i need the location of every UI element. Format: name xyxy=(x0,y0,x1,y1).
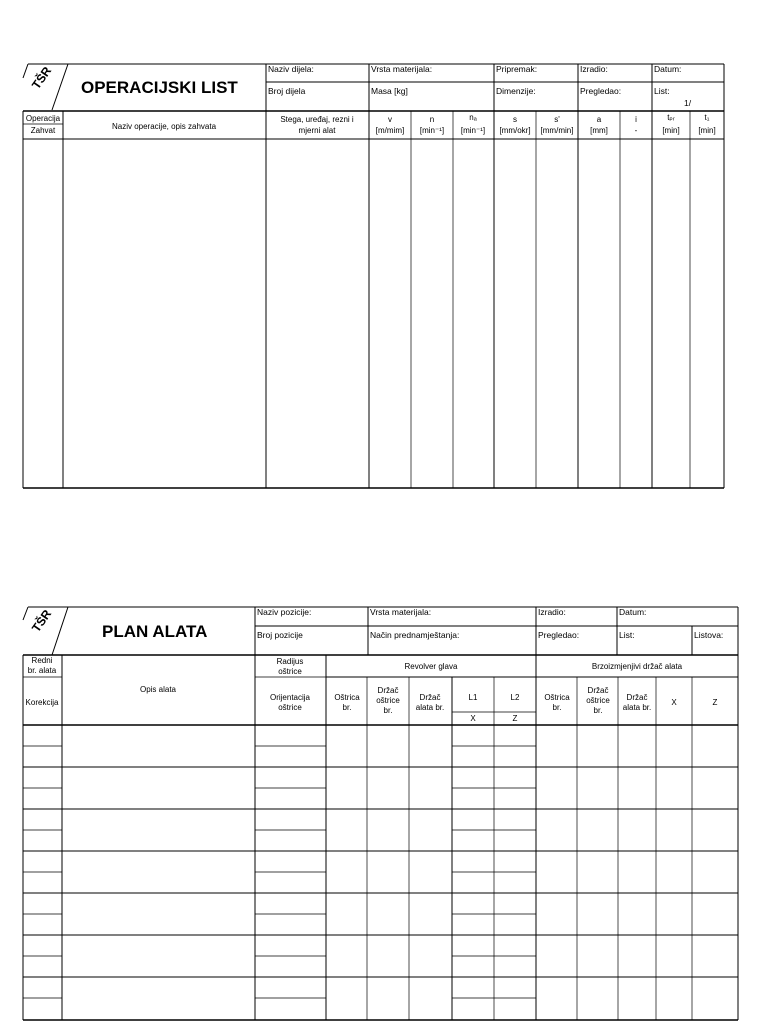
col-korekcija: Korekcija xyxy=(25,698,59,707)
col-b-drzac-ostrice-line1: Držač xyxy=(587,686,609,695)
col-tpz-unit: [min] xyxy=(662,126,680,135)
col-revolver-glava: Revolver glava xyxy=(404,662,458,671)
col-b-drzac-ostrice-line3: br. xyxy=(593,706,603,715)
col-stega-line1: Stega, uređaj, rezni i xyxy=(280,115,354,124)
col-na: nₐ xyxy=(469,113,477,122)
col-t1-unit: [min] xyxy=(698,126,716,135)
col-opis-alata: Opis alata xyxy=(139,685,177,694)
col-stega-line2: mjerni alat xyxy=(298,126,336,135)
col-drzac-ostrice-line2: oštrice xyxy=(376,696,400,705)
dimenzije-label: Dimenzije: xyxy=(496,86,536,96)
operations-table-grid xyxy=(23,111,724,488)
col-t1: t₁ xyxy=(704,113,710,122)
col-redni-line1: Redni xyxy=(31,656,53,665)
plan-alata-form xyxy=(23,606,738,1020)
col-redni-line2: br. alata xyxy=(27,666,57,675)
form-title: OPERACIJSKI LIST xyxy=(81,78,238,97)
broj-dijela-label: Broj dijela xyxy=(268,86,306,96)
col-n: n xyxy=(429,115,435,124)
col-n-unit: [min⁻¹] xyxy=(419,126,445,135)
nacin-prednamjestanja-label: Način prednamještanja: xyxy=(370,630,460,640)
col-b-drzac-ostrice-line2: oštrice xyxy=(586,696,610,705)
col-zahvat: Zahvat xyxy=(30,126,56,135)
list-label: List: xyxy=(654,86,670,96)
col-drzac-alata-line2: alata br. xyxy=(415,703,445,712)
col-tpz: tₚᵣ xyxy=(667,113,675,122)
col-orijentacija-line2: oštrice xyxy=(278,703,302,712)
col-b-ostrica-line2: br. xyxy=(552,703,562,712)
izradio-label: Izradio: xyxy=(580,64,608,74)
broj-pozicije-label: Broj pozicije xyxy=(257,630,303,640)
col-b-drzac-alata-line1: Držač xyxy=(626,693,648,702)
col-b-x: X xyxy=(671,698,677,707)
col-v: v xyxy=(388,115,392,124)
col-l2: L2 xyxy=(510,693,520,702)
col-na-unit: [min⁻¹] xyxy=(460,126,486,135)
col-b-z: Z xyxy=(712,698,718,707)
operacijski-list-form xyxy=(23,63,724,488)
col-b-ostrica-line1: Oštrica xyxy=(544,693,570,702)
logo-text: TŠR xyxy=(28,64,55,92)
col-v-unit: [m/mim] xyxy=(375,126,405,135)
col-naziv-operacije: Naziv operacije, opis zahvata xyxy=(111,122,217,131)
col-ostrica-line2: br. xyxy=(342,703,352,712)
col-s-prime-unit: [mm/min] xyxy=(540,126,574,135)
col-z: Z xyxy=(512,714,518,723)
logo-text: TŠR xyxy=(28,607,55,635)
col-operacija: Operacija xyxy=(25,114,61,123)
col-l1: L1 xyxy=(468,693,478,702)
col-radijus-line2: oštrice xyxy=(278,667,302,676)
col-brzoizmjenjivi: Brzoizmjenjivi držač alata xyxy=(591,662,683,671)
col-s: s xyxy=(513,115,517,124)
col-a-unit: [mm] xyxy=(590,126,608,135)
col-s-unit: [mm/okr] xyxy=(499,126,531,135)
masa-label: Masa [kg] xyxy=(371,86,408,96)
col-i-unit: - xyxy=(634,126,638,135)
list-label: List: xyxy=(619,630,635,640)
datum-label: Datum: xyxy=(619,607,647,617)
col-drzac-ostrice-line1: Držač xyxy=(377,686,399,695)
tools-table-rows xyxy=(23,746,738,998)
izradio-label: Izradio: xyxy=(538,607,566,617)
vrsta-materijala-label: Vrsta materijala: xyxy=(371,64,433,74)
naziv-pozicije-label: Naziv pozicije: xyxy=(257,607,312,617)
vrsta-materijala-label: Vrsta materijala: xyxy=(370,607,432,617)
pripremak-label: Pripremak: xyxy=(496,64,538,74)
col-i: i xyxy=(635,115,637,124)
col-a: a xyxy=(596,115,602,124)
listova-label: Listova: xyxy=(694,630,724,640)
col-s-prime: s' xyxy=(554,115,560,124)
datum-label: Datum: xyxy=(654,64,682,74)
col-drzac-ostrice-line3: br. xyxy=(383,706,393,715)
col-x: X xyxy=(470,714,476,723)
form-title: PLAN ALATA xyxy=(102,622,208,641)
list-value: 1/ xyxy=(684,98,692,108)
col-ostrica-line1: Oštrica xyxy=(334,693,360,702)
pregledao-label: Pregledao: xyxy=(580,86,622,96)
pregledao-label: Pregledao: xyxy=(538,630,580,640)
col-b-drzac-alata-line2: alata br. xyxy=(622,703,652,712)
col-radijus-line1: Radijus xyxy=(276,657,304,666)
col-drzac-alata-line1: Držač xyxy=(419,693,441,702)
col-orijentacija-line1: Orijentacija xyxy=(269,693,311,702)
naziv-dijela-label: Naziv dijela: xyxy=(268,64,314,74)
